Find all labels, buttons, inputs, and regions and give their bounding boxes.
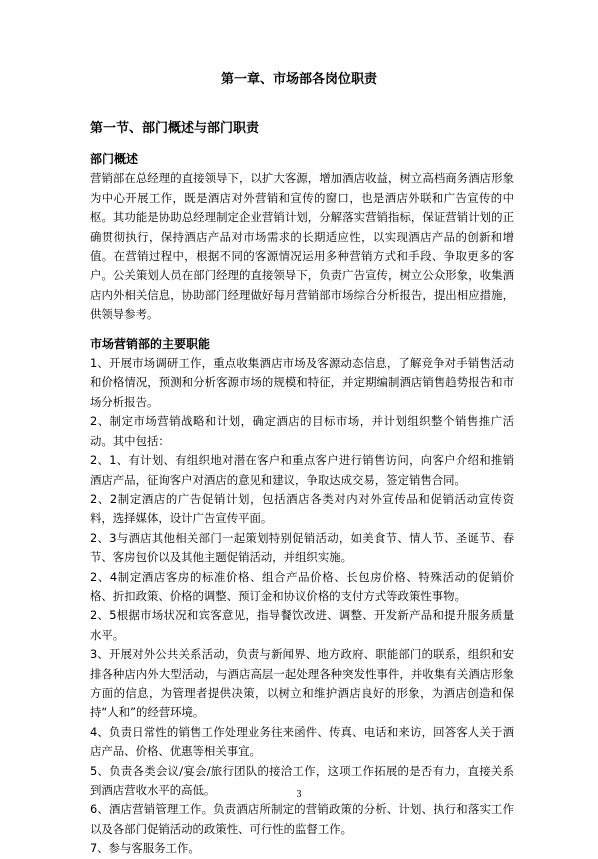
- duty-item: 2、4制定酒店客房的标准价格、组合产品价格、长包房价格、特殊活动的促销价格、折扣政策、价格的调整、预订金和协议价格的支付方式等政策性事物。: [90, 569, 514, 603]
- duty-item: 2、5根据市场状况和宾客意见，指导餐饮改进、调整、开发新产品和提升服务质量水平。: [90, 608, 514, 642]
- duty-item: 7、参与客服务工作。: [90, 841, 200, 856]
- duty-item: 2、制定市场营销战略和计划，确定酒店的目标市场，并计划组织整个销售推广活动。其中包括：: [90, 414, 514, 448]
- duty-item: 2、2制定酒店的广告促销计划，包括酒店各类对内对外宣传品和促销活动宣传资料，选择媒体，设计广告宣传平面。: [90, 491, 514, 526]
- section-title: 第一节、部门概述与部门职责: [90, 121, 260, 136]
- duty-item: 5、负责各类会议/宴会/旅行团队的接洽工作，这项工作拓展的是否有力，直接关系到酒店营收水平的高低。: [90, 763, 514, 797]
- duty-item: 4、负责日常性的销售工作处理业务往来函件、传真、电话和来访，回答客人关于酒店产品、价格、优惠等相关事宜。: [90, 724, 514, 759]
- overview-paragraph: 营销部在总经理的直接领导下，以扩大客源，增加酒店收益，树立高档商务酒店形象为中心开展工作，既是酒店对外营销和宣传的窗口，也是酒店外联和广告宣传的中枢。其功能是协助总经理制定企业营销计划，分解落实营销指标，保证营销计划的正确贯彻执行，保持酒店产品对市场需求的长期适应性，以实现酒店产品的创新和增值。在营销过程中，根据不同的客源情况运用多种营销方式和手段、争取更多的客户。公关策划人员在部门经理的直接领导下，负责广告宣传，树立公众形象，收集酒店内外相关信息，协助部门经理做好每月营销部市场综合分析报告，提出相应措施，供领导参考。: [90, 171, 514, 322]
- duty-item: 6、酒店营销管理工作。负责酒店所制定的营销政策的分析、计划、执行和落实工作以及各部门促销活动的政策性、可行性的监督工作。: [90, 802, 514, 836]
- duty-item: 1、开展市场调研工作，重点收集酒店市场及客源动态信息，了解竞争对手销售活动和价格情况，预测和分析客源市场的规模和特征，并定期编制酒店销售趋势报告和市场分析报告。: [90, 356, 514, 409]
- duty-item: 3、开展对外公共关系活动，负责与新闻界、地方政府、职能部门的联系，组织和安排各种店内外大型活动，与酒店高层一起处理各种突发性事件，并收集有关酒店形象方面的信息，为管理者提供决策，以树立和维护酒店良好的形象，为酒店创造和保持“人和”的经营环境。: [90, 647, 514, 720]
- section-gap: [90, 325, 514, 335]
- page-number: 3: [296, 789, 302, 800]
- duties-heading: 市场营销部的主要职能: [90, 336, 211, 351]
- chapter-title: 第一章、市场部各岗位职责: [220, 72, 377, 87]
- page-body: [90, 150, 514, 859]
- duty-item: 2、3与酒店其他相关部门一起策划特别促销活动，如美食节、情人节、圣诞节、春节、客房包价以及其他主题促销活动，并组织实施。: [90, 530, 514, 565]
- overview-heading: 部门概述: [90, 152, 139, 166]
- duty-item: 2、1、有计划、有组织地对潜在客户和重点客户进行销售访问，向客户介绍和推销酒店产品，征询客户对酒店的意见和建议，争取达成交易，签定销售合同。: [90, 453, 514, 487]
